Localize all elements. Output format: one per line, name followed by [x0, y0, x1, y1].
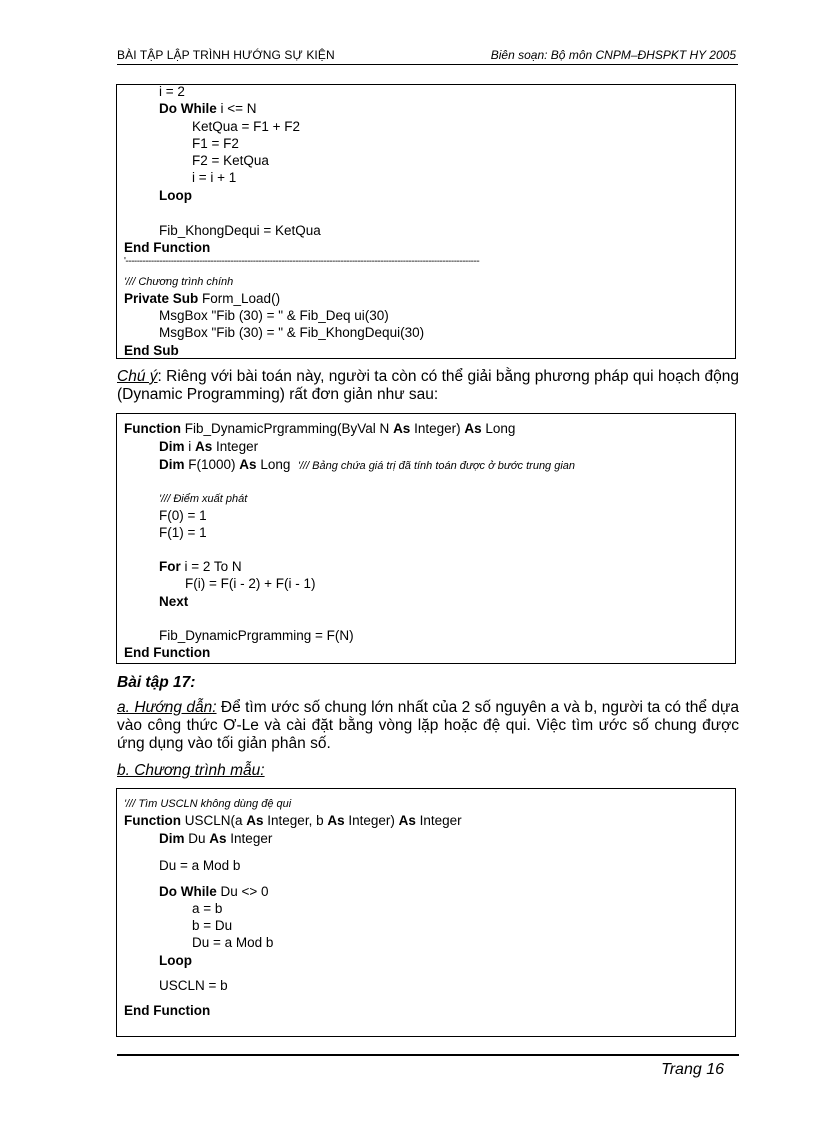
guide-text: Để tìm ước số chung lớn nhất của 2 số nguyên a và b, người ta có thể dựa vào công thức Ơ-Le và cài đặt bằng vòng lặp hoặc đệ qui. Việc tìm ước số chung được ứng dụng vào tối giản phân số. — [117, 699, 739, 752]
code-line: MsgBox "Fib (30) = " & Fib_Deq ui(30) — [159, 308, 389, 323]
code-line: Fib_KhongDequi = KetQua — [159, 223, 321, 238]
code-line: End Function — [124, 1003, 211, 1018]
header-title: BÀI TẬP LẬP TRÌNH HƯỚNG SỰ KIỆN — [117, 48, 335, 62]
code-line: i = 2 — [159, 84, 185, 99]
code-line: F(1) = 1 — [159, 525, 207, 540]
code-line: Dim F(1000) As Long '/// Bảng chứa giá trị đã tính toán được ở bước trung gian — [159, 457, 576, 472]
code-line: Dim i As Integer — [159, 439, 259, 454]
note-text: : Riêng với bài toán này, người ta còn có thể giải bằng phương pháp qui hoạch động (Dynamic Programming) rất đơn giản như sau: — [117, 368, 739, 403]
separator-line: '----------------------------------------------------------------------------------------------------------------------------- — [124, 256, 480, 267]
footer-rule — [117, 1054, 739, 1056]
code-line: KetQua = F1 + F2 — [192, 119, 301, 134]
sample-label: b. Chương trình mẫu: — [117, 762, 265, 779]
code-line: Fib_DynamicPrgramming = F(N) — [159, 628, 354, 643]
code-line: End Function — [124, 645, 211, 660]
guide-label: a. Hướng dẫn: — [117, 699, 217, 716]
code-line: MsgBox "Fib (30) = " & Fib_KhongDequi(30) — [159, 325, 425, 340]
page-header — [117, 46, 738, 65]
code-line: Do While Du <> 0 — [159, 884, 269, 899]
code-box-dynamic-programming — [116, 413, 736, 664]
code-comment: '/// Tìm USCLN không dùng đệ qui — [124, 798, 292, 810]
code-line: F(0) = 1 — [159, 508, 207, 523]
code-comment: '/// Chương trình chính — [124, 276, 234, 288]
code-line: Loop — [159, 188, 192, 203]
code-line: End Sub — [124, 343, 179, 358]
code-line: b = Du — [192, 918, 233, 933]
code-line: Loop — [159, 953, 192, 968]
code-line: F1 = F2 — [192, 136, 239, 151]
code-line: Function Fib_DynamicPrgramming(ByVal N As Integer) As Long — [124, 421, 516, 436]
code-line: i = i + 1 — [192, 170, 237, 185]
code-line: For i = 2 To N — [159, 559, 242, 574]
exercise-title: Bài tập 17: — [117, 674, 196, 691]
code-box-uscln — [116, 788, 736, 1037]
code-line: Du = a Mod b — [159, 858, 241, 873]
code-line: Do While i <= N — [159, 101, 257, 116]
note-paragraph — [117, 368, 739, 404]
code-line: F(i) = F(i - 2) + F(i - 1) — [185, 576, 316, 591]
code-line: Next — [159, 594, 189, 609]
code-comment: '/// Điểm xuất phát — [159, 493, 248, 505]
code-line: F2 = KetQua — [192, 153, 269, 168]
guide-paragraph — [117, 699, 739, 753]
code-line: Function USCLN(a As Integer, b As Integer) As Integer — [124, 813, 462, 828]
code-line: Private Sub Form_Load() — [124, 291, 281, 306]
code-line: a = b — [192, 901, 223, 916]
header-author: Biên soạn: Bộ môn CNPM–ĐHSPKT HY 2005 — [490, 48, 736, 62]
code-line: Dim Du As Integer — [159, 831, 273, 846]
code-line: Du = a Mod b — [192, 935, 274, 950]
page-number: Trang 16 — [661, 1061, 724, 1078]
code-line: End Function — [124, 240, 211, 255]
code-line: USCLN = b — [159, 978, 228, 993]
code-box-fibonacci-loop — [116, 84, 736, 359]
note-label: Chú ý — [117, 368, 158, 385]
